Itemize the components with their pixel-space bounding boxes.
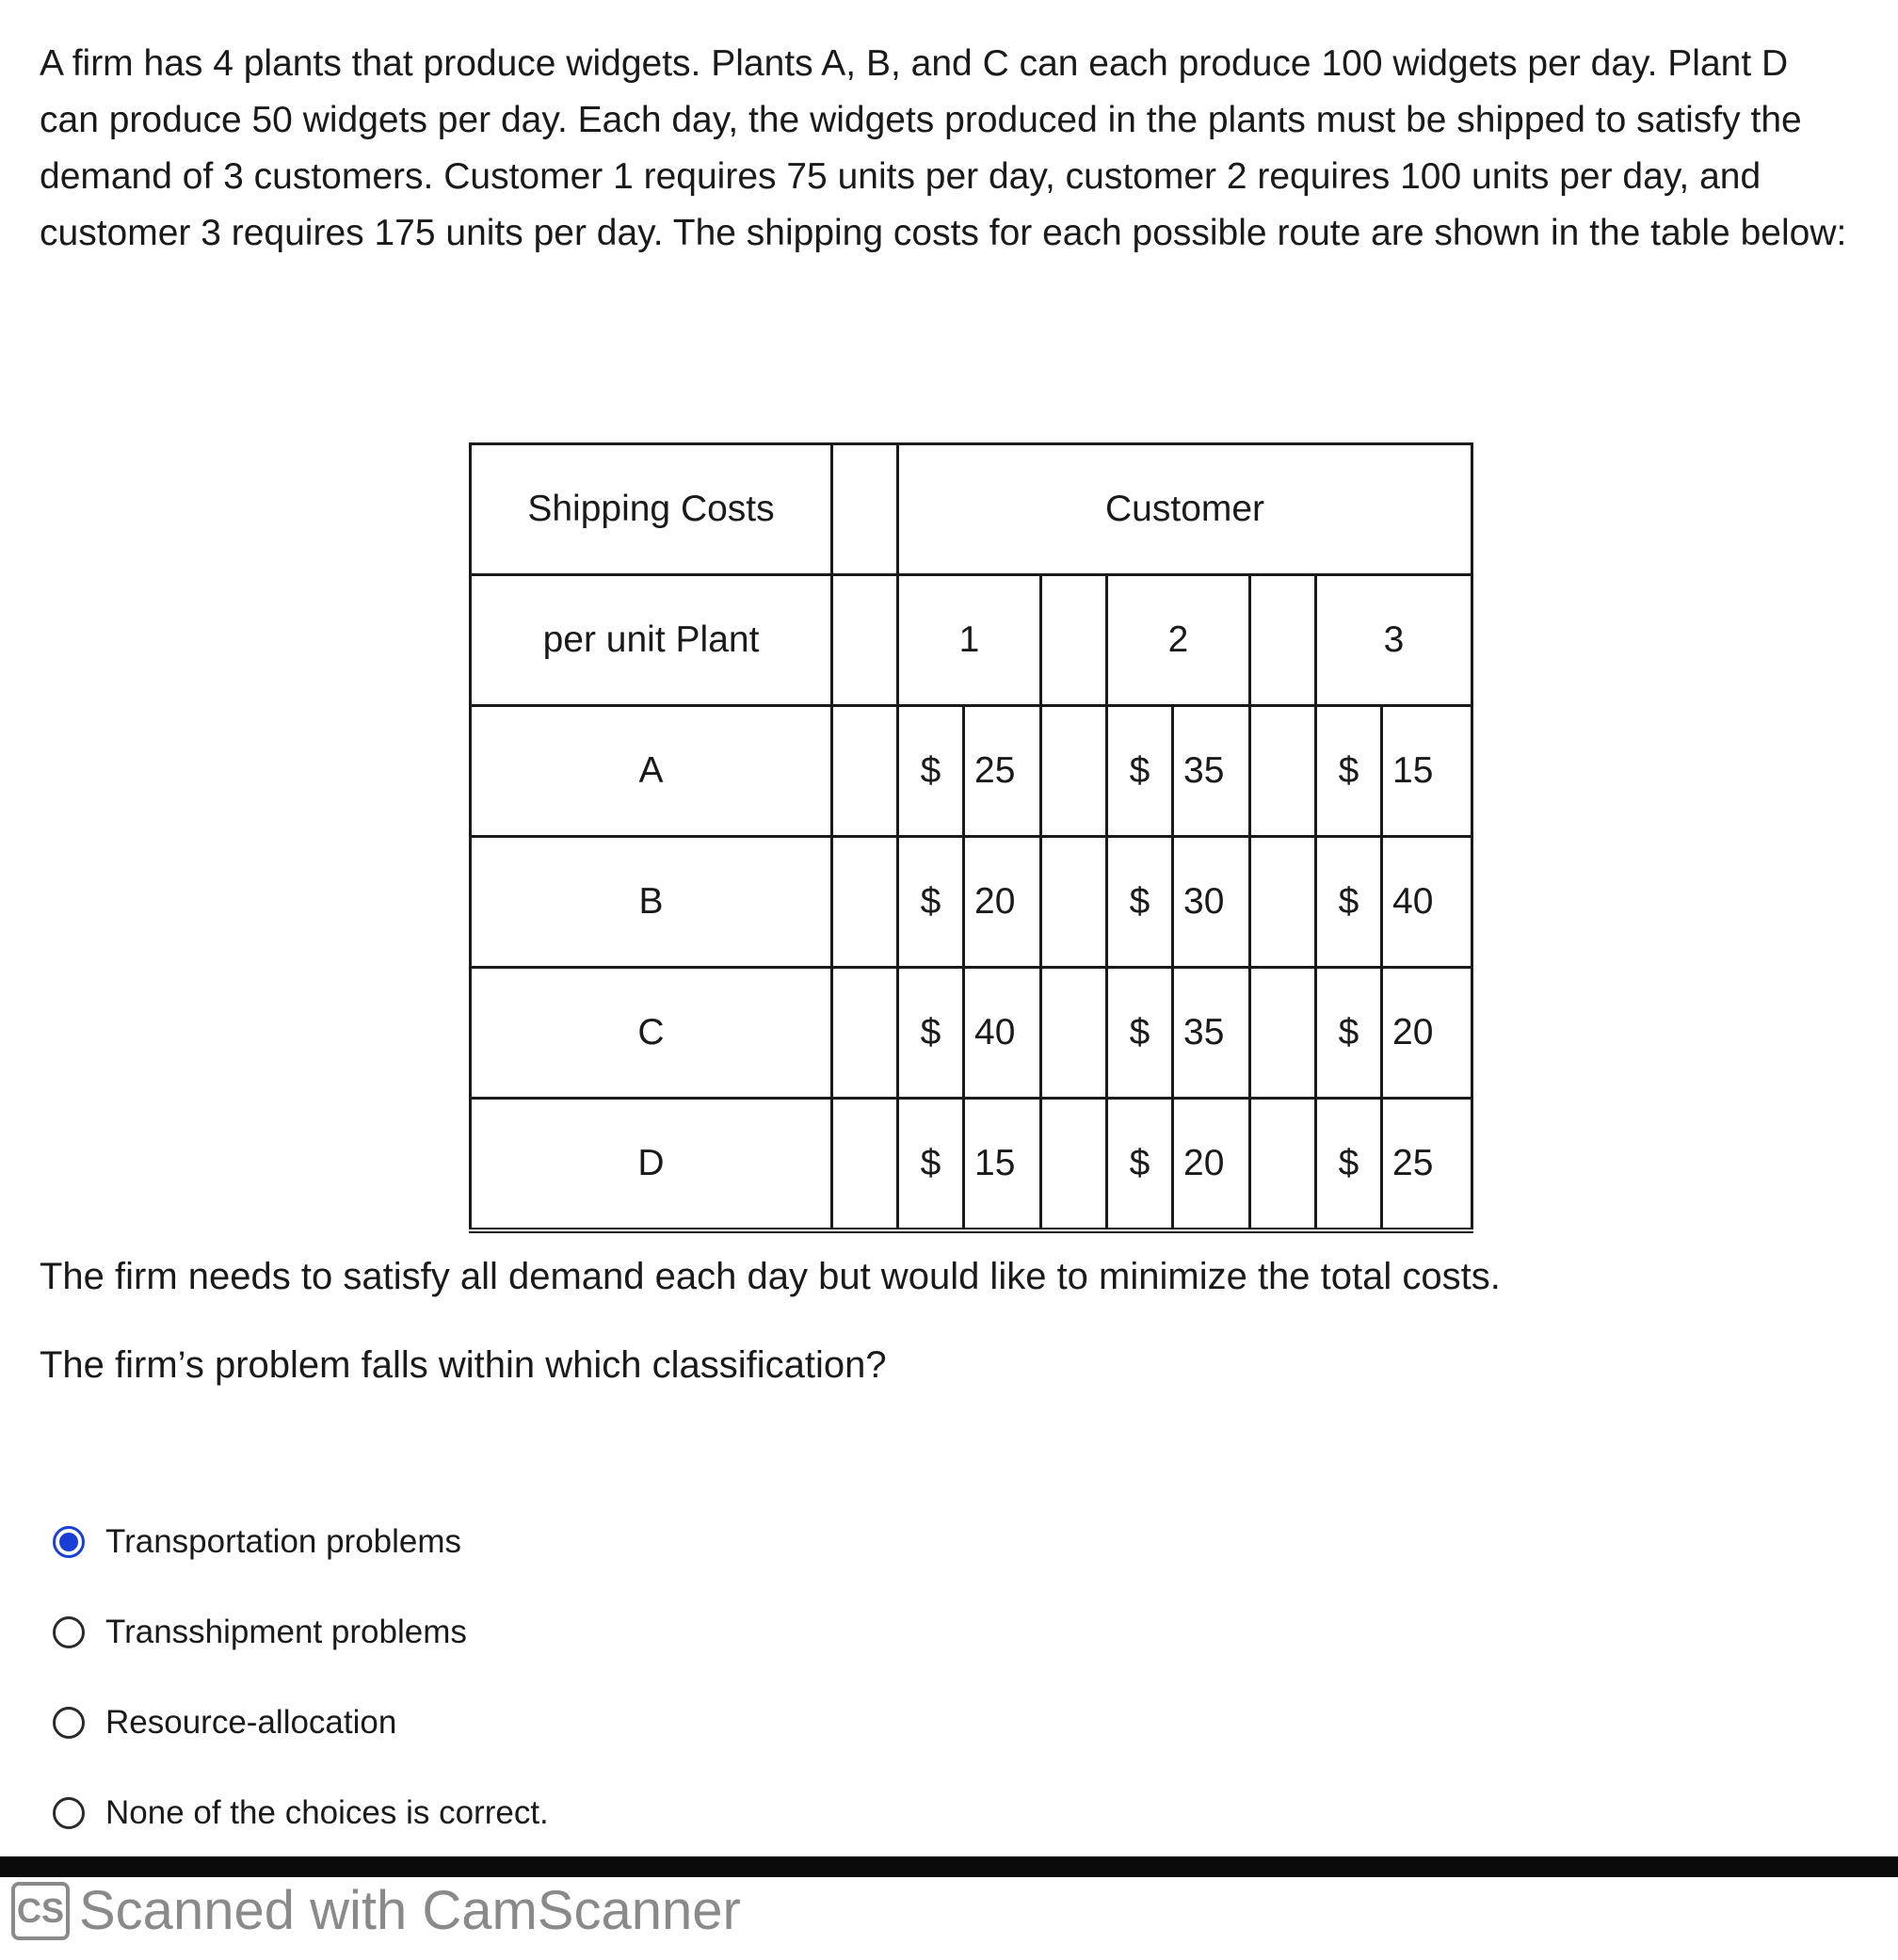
currency-symbol: $ — [1107, 837, 1173, 968]
spacer-cell — [1041, 837, 1107, 968]
header-customer: Customer — [898, 444, 1472, 575]
option-label: Transportation problems — [105, 1523, 462, 1560]
currency-symbol: $ — [1316, 837, 1382, 968]
cost-value: 30 — [1173, 837, 1250, 968]
spacer-cell — [1041, 706, 1107, 837]
cost-value: 20 — [964, 837, 1041, 968]
spacer-cell — [832, 706, 898, 837]
question-text: The firm’s problem falls within which classification? — [40, 1344, 887, 1386]
radio-unselected-icon[interactable] — [53, 1707, 85, 1739]
currency-symbol: $ — [1316, 968, 1382, 1099]
shipping-cost-table-wrapper — [469, 442, 1471, 1222]
currency-symbol: $ — [1107, 1099, 1173, 1231]
cost-value: 25 — [964, 706, 1041, 837]
plant-label: B — [471, 837, 832, 968]
currency-symbol: $ — [898, 1099, 964, 1231]
currency-symbol: $ — [898, 706, 964, 837]
header-shipping-costs: Shipping Costs — [471, 444, 832, 575]
watermark-text: Scanned with CamScanner — [79, 1880, 741, 1941]
cost-value: 15 — [964, 1099, 1041, 1231]
cost-value: 35 — [1173, 706, 1250, 837]
customer-1-header: 1 — [898, 575, 1041, 706]
spacer-cell — [1250, 837, 1316, 968]
spacer-cell — [832, 968, 898, 1099]
option-transportation[interactable] — [53, 1497, 549, 1587]
spacer-cell — [1250, 706, 1316, 837]
spacer-cell — [1041, 575, 1107, 706]
currency-symbol: $ — [1316, 1099, 1382, 1231]
cost-value: 20 — [1382, 968, 1472, 1099]
cost-value: 20 — [1173, 1099, 1250, 1231]
plant-label: C — [471, 968, 832, 1099]
cost-value: 40 — [1382, 837, 1472, 968]
spacer-cell — [1250, 968, 1316, 1099]
currency-symbol: $ — [898, 968, 964, 1099]
table-header-row — [471, 444, 1472, 575]
camscanner-watermark — [11, 1879, 741, 1942]
problem-statement: The firm needs to satisfy all demand each day but would like to minimize the total costs. — [40, 1256, 1501, 1297]
cost-value: 40 — [964, 968, 1041, 1099]
header-spacer — [832, 575, 898, 706]
spacer-cell — [1041, 1099, 1107, 1231]
spacer-cell — [1250, 1099, 1316, 1231]
radio-unselected-icon[interactable] — [53, 1797, 85, 1829]
radio-selected-icon[interactable] — [53, 1526, 85, 1558]
currency-symbol: $ — [1316, 706, 1382, 837]
cost-value: 15 — [1382, 706, 1472, 837]
header-spacer — [832, 444, 898, 575]
header-per-unit-plant: per unit Plant — [471, 575, 832, 706]
option-resource-allocation[interactable] — [53, 1678, 549, 1768]
table-subheader-row — [471, 575, 1472, 706]
scan-border-bar — [0, 1856, 1898, 1877]
spacer-cell — [832, 837, 898, 968]
problem-intro: A firm has 4 plants that produce widgets. Plants A, B, and C can each produce 100 widgets per day. Plant D can produce 50 widgets per day. Each day, the widgets produced in the plants must be shipped to satisfy the demand of 3 customers. Customer 1 requires 75 units per day, customer 2 requires 100 units per day, and customer 3 requires 175 units per day. The shipping costs for each possible route are shown in the table below: — [40, 43, 1847, 253]
spacer-cell — [1041, 968, 1107, 1099]
currency-symbol: $ — [1107, 706, 1173, 837]
plant-label: D — [471, 1099, 832, 1231]
radio-dot-icon — [59, 1533, 78, 1551]
option-transshipment[interactable] — [53, 1587, 549, 1678]
radio-unselected-icon[interactable] — [53, 1616, 85, 1648]
spacer-cell — [832, 1099, 898, 1231]
table-row — [471, 1099, 1472, 1231]
table-row — [471, 968, 1472, 1099]
table-row — [471, 837, 1472, 968]
cost-value: 25 — [1382, 1099, 1472, 1231]
table-row — [471, 706, 1472, 837]
camscanner-logo-icon: CS — [11, 1882, 70, 1940]
spacer-cell — [1250, 575, 1316, 706]
option-label: None of the choices is correct. — [105, 1794, 549, 1831]
option-label: Resource-allocation — [105, 1704, 397, 1741]
customer-3-header: 3 — [1316, 575, 1472, 706]
plant-label: A — [471, 706, 832, 837]
shipping-cost-table — [469, 442, 1473, 1233]
currency-symbol: $ — [1107, 968, 1173, 1099]
option-label: Transshipment problems — [105, 1614, 467, 1650]
currency-symbol: $ — [898, 837, 964, 968]
option-none-correct[interactable] — [53, 1768, 549, 1858]
cost-value: 35 — [1173, 968, 1250, 1099]
customer-2-header: 2 — [1107, 575, 1250, 706]
answer-options — [53, 1497, 549, 1858]
